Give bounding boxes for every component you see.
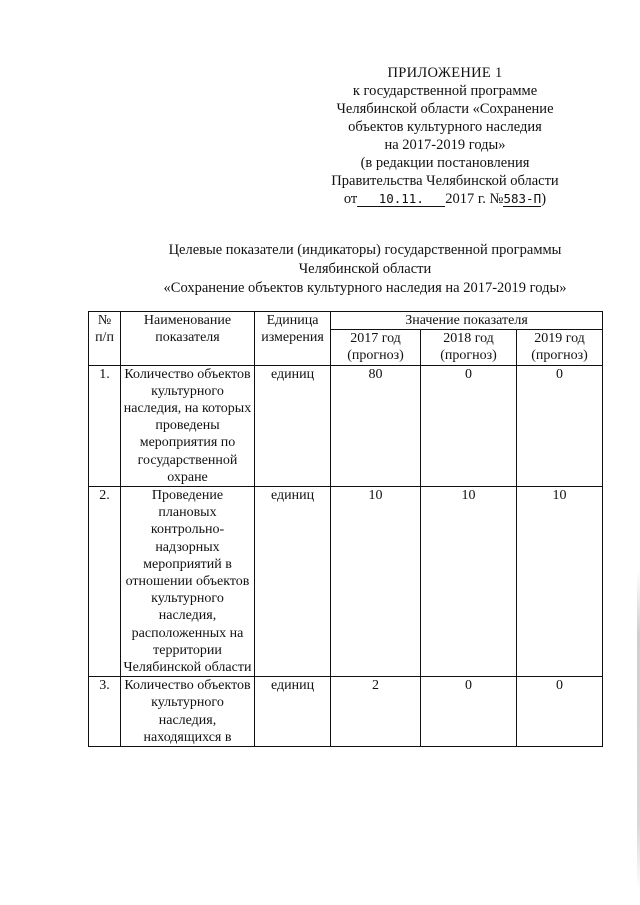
table-row (89, 487, 603, 677)
appendix-line: Челябинской области «Сохранение (336, 101, 554, 117)
col-header-number: № п/п (89, 312, 121, 366)
appendix-line: к государственной программе (352, 83, 538, 99)
appendix-line: на 2017-2019 годы» (384, 137, 506, 153)
unit-cell: единиц (255, 487, 331, 677)
title-line: «Сохранение объектов культурного наследия на 2017-2019 годы» (163, 280, 567, 296)
row-number: 3. (89, 677, 121, 747)
value-2018: 0 (421, 677, 517, 747)
row-number: 2. (89, 487, 121, 677)
col-header-unit: Единица измерения (255, 312, 331, 366)
date-prefix: от (343, 191, 358, 207)
appendix-line: Правительства Челябинской области (331, 173, 559, 189)
col-header-2019: 2019 год (прогноз) (517, 330, 603, 365)
value-2017: 10 (331, 487, 421, 677)
table-row (89, 677, 603, 747)
appendix-line: (в редакции постановления (360, 155, 530, 171)
value-2019: 0 (517, 365, 603, 486)
resolution-date: 10.11. (357, 192, 445, 207)
value-2018: 10 (421, 487, 517, 677)
col-header-2017: 2017 год (прогноз) (331, 330, 421, 365)
table-row (89, 365, 603, 486)
appendix-line: объектов культурного наследия (348, 119, 542, 135)
title-line: Челябинской области (298, 261, 432, 277)
indicators-table (88, 311, 603, 747)
row-number: 1. (89, 365, 121, 486)
value-2017: 2 (331, 677, 421, 747)
indicator-name: Количество объектов культурного наследия, находящихся в (121, 677, 255, 747)
appendix-title: ПРИЛОЖЕНИЕ 1 (387, 65, 503, 81)
appendix-header (300, 64, 590, 208)
col-header-name: Наименование показателя (121, 312, 255, 366)
closing-paren: ) (541, 191, 547, 207)
col-header-2018: 2018 год (прогноз) (421, 330, 517, 365)
resolution-number: 583-П (503, 191, 542, 206)
col-header-values: Значение показателя (331, 312, 603, 330)
indicator-name: Количество объектов культурного наследия, на которых проведены мероприятия по государственной охране (121, 365, 255, 486)
value-2017: 80 (331, 365, 421, 486)
value-2018: 0 (421, 365, 517, 486)
value-2019: 0 (517, 677, 603, 747)
indicator-name: Проведение плановых контрольно-надзорных мероприятий в отношении объектов культурного наследия, расположенных на территории Челябинской области (121, 487, 255, 677)
document-title (130, 241, 600, 298)
resolution-date-line (300, 190, 590, 208)
year-text: 2017 г. № (445, 191, 504, 207)
unit-cell: единиц (255, 677, 331, 747)
unit-cell: единиц (255, 365, 331, 486)
value-2019: 10 (517, 487, 603, 677)
table-header-row (89, 312, 603, 330)
title-line: Целевые показатели (индикаторы) государственной программы (168, 242, 562, 258)
